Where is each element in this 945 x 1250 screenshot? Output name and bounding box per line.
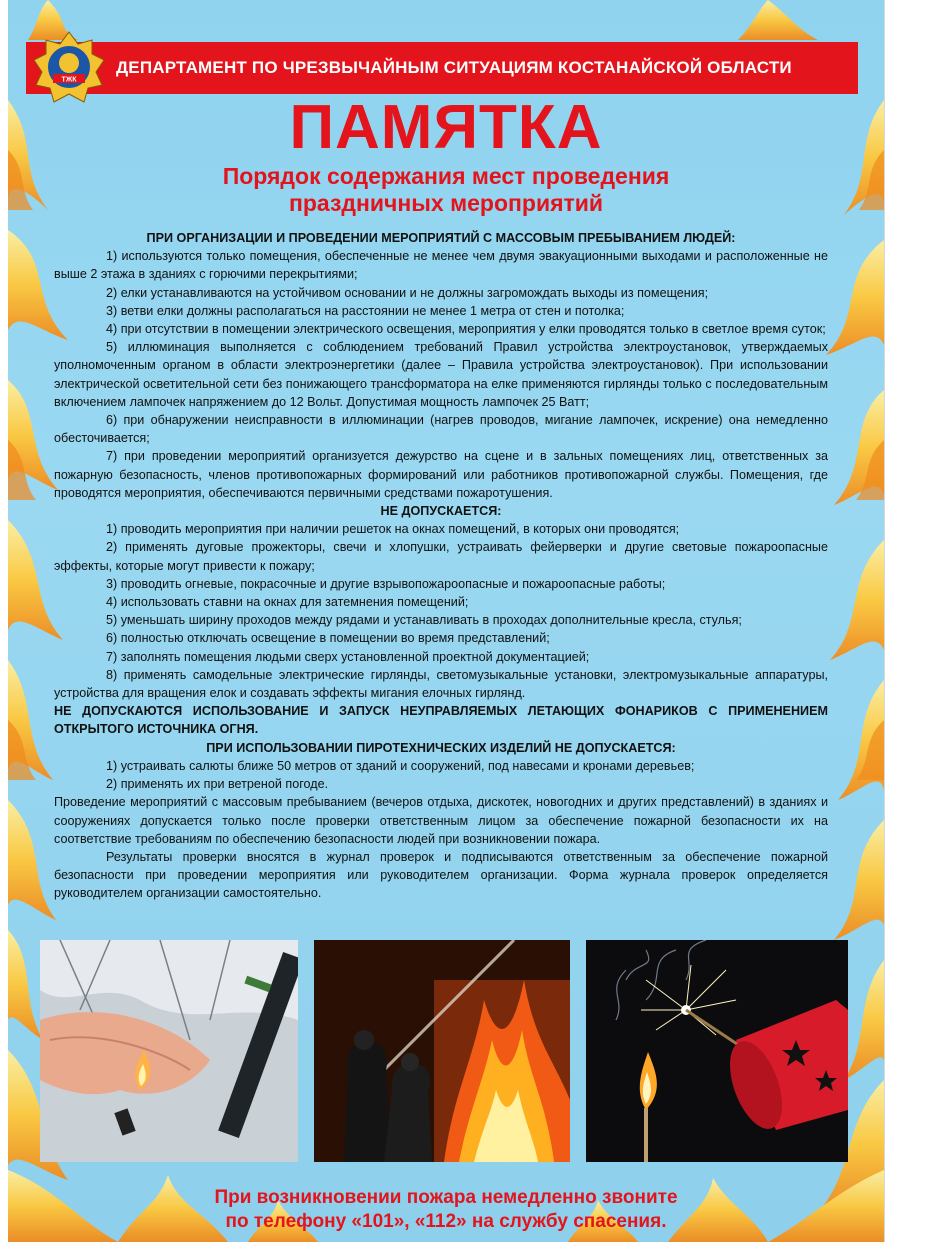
subtitle-line-1: Порядок содержания мест проведения bbox=[222, 163, 670, 189]
list-item: 2) применять их при ветреной погоде. bbox=[106, 777, 329, 792]
emblem-text: ТЖК bbox=[61, 76, 77, 84]
footer-line-2: по телефону «101», «112» на службу спасения. bbox=[225, 1211, 667, 1232]
list-item: 1) устраивать салюты ближе 50 метров от зданий и сооружений, под навесами и кронами деревьев; bbox=[106, 758, 695, 773]
list-item: 8) применять самодельные электрические гирлянды, светомузыкальные установки, электромузыкальные аппаратуры, устройства для вращения елок и создавать эффекты мигания елочных гирлянд. bbox=[54, 667, 828, 701]
subtitle-line-2: праздничных мероприятий bbox=[288, 190, 604, 216]
list-item: 5) иллюминация выполняется с соблюдением требований Правил устройства электроустановок, утверждаемых уполномоченным органом в области электроэнергетики (далее – Правила устройства электроустановок). При использовании электрической осветительной сети без понижающего трансформатора на елке применяются гирлянды только с последовательным включением лампочек напряжением до 12 Вольт. Допустимая мощность лампочек 25 Ватт; bbox=[54, 340, 828, 409]
page-subtitle bbox=[128, 163, 764, 217]
closing-paragraph: Результаты проверки вносятся в журнал проверок и подписываются ответственным за обеспечение пожарной безопасности при проведении мероприятия или руководителем организации. Форма журнала проверок определяется руководителем организации самостоятельно. bbox=[54, 849, 828, 901]
list-item: 6) полностью отключать освещение в помещении во время представлений; bbox=[106, 631, 550, 646]
list-item: 6) при обнаружении неисправности в иллюминации (нагрев проводов, мигание лампочек, искрение) она немедленно обесточивается; bbox=[54, 413, 828, 446]
list-item: 1) используются только помещения, обеспеченные не менее чем двумя эвакуационными выходами и расположенные не выше 2 этажа в зданиях с горючими перекрытиями; bbox=[54, 249, 828, 282]
memo-body bbox=[54, 229, 828, 903]
photo-firecracker-sparks bbox=[586, 940, 848, 1162]
list-item: 5) уменьшать ширину проходов между рядами и устанавливать в проходах дополнительные кресла, стулья; bbox=[106, 613, 742, 628]
list-item: 7) заполнять помещения людьми сверх установленной проектной документацией; bbox=[106, 649, 590, 664]
emergency-call-footer bbox=[8, 1186, 884, 1234]
lanterns-notice: НЕ ДОПУСКАЮТСЯ ИСПОЛЬЗОВАНИЕ И ЗАПУСК НЕУПРАВЛЯЕМЫХ ЛЕТАЮЩИХ ФОНАРИКОВ С ПРИМЕНЕНИЕМ ОТКРЫТОГО ИСТОЧНИКА ОГНЯ. bbox=[54, 704, 828, 737]
section-heading: НЕ ДОПУСКАЕТСЯ: bbox=[380, 504, 502, 519]
closing-paragraph: Проведение мероприятий с массовым пребыванием (вечеров отдыха, дискотек, новогодних и других представлений) в зданиях и сооружениях допускается только после проверки ответственным лицом за обеспечение пожарной безопасности их на соответствие требованиям по обеспечению безопасности людей при возникновении пожара. bbox=[54, 795, 828, 846]
list-item: 3) проводить огневые, покрасочные и другие взрывопожароопасные и пожароопасные работы; bbox=[106, 576, 666, 591]
section-heading: ПРИ ИСПОЛЬЗОВАНИИ ПИРОТЕХНИЧЕСКИХ ИЗДЕЛИЙ НЕ ДОПУСКАЕТСЯ: bbox=[206, 740, 676, 755]
photo-strip bbox=[40, 940, 848, 1162]
list-item: 3) ветви елки должны располагаться на расстоянии не менее 1 метра от стен и потолка; bbox=[106, 303, 625, 318]
list-item: 2) применять дуговые прожекторы, свечи и хлопушки, устраивать фейерверки и другие световые пожароопасные эффекты, которые могут привести к пожару; bbox=[54, 540, 828, 573]
list-item: 1) проводить мероприятия при наличии решеток на окнах помещений, в которых они проводятся; bbox=[106, 522, 680, 537]
poster bbox=[8, 0, 885, 1242]
list-item: 4) при отсутствии в помещении электрического освещения, мероприятия у елки проводятся только в светлое время суток; bbox=[106, 322, 826, 337]
list-item: 7) при проведении мероприятий организуется дежурство на сцене и в зальных помещениях лиц, ответственных за пожарную безопасность, членов противопожарных формирований или работников противопожарной службы. Помещения, где проводятся мероприятия, обеспечиваются первичными средствами пожаротушения. bbox=[54, 449, 828, 500]
footer-line-1: При возникновении пожара немедленно звоните bbox=[214, 1187, 678, 1208]
list-item: 4) использовать ставни на окнах для затемнения помещений; bbox=[106, 595, 469, 610]
photo-hand-lighter-firework bbox=[40, 940, 298, 1162]
photo-firefighters bbox=[314, 940, 570, 1162]
list-item: 2) елки устанавливаются на устойчивом основании и не должны загромождать выходы из помещения; bbox=[106, 285, 709, 300]
header-banner bbox=[26, 42, 858, 94]
department-name: ДЕПАРТАМЕНТ ПО ЧРЕЗВЫЧАЙНЫМ СИТУАЦИЯМ КОСТАНАЙСКОЙ ОБЛАСТИ bbox=[116, 58, 792, 77]
page-title: ПАМЯТКА bbox=[289, 93, 603, 162]
section-heading: ПРИ ОРГАНИЗАЦИИ И ПРОВЕДЕНИИ МЕРОПРИЯТИЙ С МАССОВЫМ ПРЕБЫВАНИЕМ ЛЮДЕЙ: bbox=[146, 231, 736, 245]
